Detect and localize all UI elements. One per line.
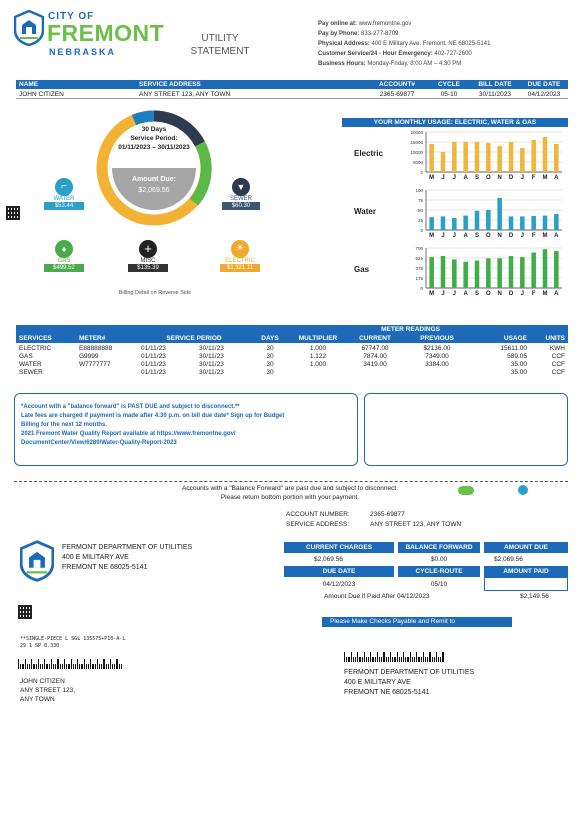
barcode-bar xyxy=(103,659,104,669)
chart-title: Gas xyxy=(354,265,370,274)
bar-electric xyxy=(520,148,525,172)
barcode-bar xyxy=(394,657,395,662)
meter-cell: 30 xyxy=(266,360,274,368)
statement-title xyxy=(180,32,260,58)
barcode-bar xyxy=(71,659,72,669)
barcode-bar xyxy=(425,657,426,662)
barcode-bar xyxy=(116,659,117,669)
bar-water xyxy=(429,217,434,230)
barcode-bar xyxy=(25,659,26,669)
barcode-bar xyxy=(110,659,111,669)
meter-cell: 30 xyxy=(266,344,274,352)
barcode-bar xyxy=(114,664,115,669)
barcode-bar xyxy=(412,657,413,662)
bar-electric xyxy=(486,143,491,172)
meter-col-header: SERVICE PERIOD xyxy=(166,335,222,342)
meter-row xyxy=(16,368,568,376)
x-tick-label: J xyxy=(441,175,445,181)
x-tick-label: F xyxy=(531,291,536,297)
contact-line: Pay online at: www.fremontne.gov xyxy=(318,21,412,27)
postal-barcode xyxy=(344,652,444,662)
title-line2: STATEMENT xyxy=(190,46,250,57)
plus-icon: + xyxy=(139,240,157,258)
barcode-bar xyxy=(399,657,400,662)
qr-code-icon xyxy=(6,206,20,220)
barcode-bar xyxy=(383,652,384,662)
barcode-bar xyxy=(418,657,419,662)
donut-center-text: 30 Days Service Period: 01/11/2023 – 30/11/2023 xyxy=(118,126,190,151)
y-tick-label: 5000 xyxy=(412,160,423,165)
bar-gas xyxy=(497,258,502,288)
meter-cell: 1.000 xyxy=(309,344,327,352)
barcode-bar xyxy=(119,664,120,669)
bar-electric xyxy=(441,152,446,172)
barcode-bar xyxy=(20,664,21,669)
meter-col-header: PREVIOUS xyxy=(420,335,454,342)
logo-city-of: CITY OF xyxy=(48,11,95,22)
y-tick-label: 0 xyxy=(420,170,423,175)
barcode-bar xyxy=(84,659,85,669)
shield-logo-icon xyxy=(14,10,44,46)
meter-cell: 15611.00 xyxy=(500,344,527,352)
meter-title: METER READINGS xyxy=(381,326,440,333)
x-tick-label: J xyxy=(441,233,445,239)
service-misc: + MISC $135.39 xyxy=(128,240,168,272)
meter-cell: 01/11/23 xyxy=(141,360,166,368)
barcode-bar xyxy=(390,652,391,662)
meter-cell: 7874.00 xyxy=(363,352,387,360)
y-tick-label: 375 xyxy=(415,266,423,271)
barcode-bar xyxy=(410,652,411,662)
x-tick-label: O xyxy=(485,291,491,297)
x-tick-label: N xyxy=(497,291,502,297)
y-tick-label: 525 xyxy=(415,256,423,261)
faucet-icon: ⌐ xyxy=(55,178,73,196)
bar-water xyxy=(452,218,457,230)
x-tick-label: S xyxy=(474,233,480,239)
dept-address: FERMONT DEPARTMENT OF UTILITIES 400 E MILITARY AVE FREMONT NE 68025-5141 xyxy=(62,544,193,571)
barcode-bar xyxy=(112,664,113,669)
meter-cell: 1.122 xyxy=(309,352,327,360)
barcode-bar xyxy=(55,664,56,669)
barcode-bar xyxy=(86,664,87,669)
service-sewer: ▼ SEWER $60.30 xyxy=(222,178,260,210)
bar-gas xyxy=(520,257,525,288)
meter-cell: ELECTRIC xyxy=(19,344,52,352)
x-tick-label: N xyxy=(497,175,502,181)
x-tick-label: N xyxy=(497,233,502,239)
account-row: JOHN CITIZEN ANY STREET 123, ANY TOWN 2365-69877 05-10 30/11/2023 04/12/2023 xyxy=(16,90,568,99)
bar-gas xyxy=(475,261,480,288)
barcode-bar xyxy=(377,652,378,662)
stub-account: ACCOUNT NUMBER: 2365-69877 SERVICE ADDRESS: ANY STREET 123, ANY TOWN xyxy=(286,511,462,528)
barcode-bar xyxy=(436,652,437,662)
y-tick-label: 15000 xyxy=(410,140,423,145)
meter-cell: 7349.00 xyxy=(425,352,449,360)
barcode-bar xyxy=(40,664,41,669)
barcode-bar xyxy=(108,664,109,669)
x-tick-label: D xyxy=(508,233,514,239)
meter-col-header: USAGE xyxy=(503,335,527,342)
barcode-bar xyxy=(375,657,376,662)
barcode-bar xyxy=(79,664,80,669)
x-tick-label: J xyxy=(441,291,445,297)
meter-cell: W7777777 xyxy=(79,360,111,368)
x-tick-label: A xyxy=(554,291,559,297)
x-tick-label: J xyxy=(520,175,525,181)
barcode-bar xyxy=(68,664,69,669)
barcode-bar xyxy=(423,652,424,662)
x-tick-label: J xyxy=(452,291,457,297)
donut-amount: Amount Due: $2,069.56 xyxy=(132,176,176,194)
meter-cell: 01/11/23 xyxy=(141,368,166,376)
bar-water xyxy=(543,216,548,230)
barcode-bar xyxy=(95,664,96,669)
sewer-drop-icon: ▼ xyxy=(232,178,250,196)
qr-code-icon xyxy=(18,605,32,619)
meter-cell: WATER xyxy=(19,360,42,368)
barcode-bar xyxy=(64,659,65,669)
barcode-bar xyxy=(73,664,74,669)
meter-cell: SEWER xyxy=(19,368,43,376)
barcode-bar xyxy=(388,657,389,662)
meter-cell: 3384.00 xyxy=(425,360,449,368)
x-tick-label: J xyxy=(452,175,457,181)
x-tick-label: A xyxy=(554,175,559,181)
barcode-bar xyxy=(379,657,380,662)
customer-address: JOHN CITIZEN ANY STREET 123, ANY TOWN xyxy=(20,678,76,703)
bar-gas xyxy=(531,253,536,288)
x-tick-label: A xyxy=(463,291,468,297)
barcode-bar xyxy=(99,664,100,669)
barcode-bar xyxy=(355,657,356,662)
meter-col-header: METER# xyxy=(79,335,106,342)
shield-logo-icon xyxy=(20,540,54,582)
bar-gas xyxy=(543,249,548,288)
donut-seg-blue xyxy=(134,116,154,120)
meter-cell: 30/11/23 xyxy=(199,360,224,368)
bar-water xyxy=(486,210,491,230)
blank-box xyxy=(364,393,568,466)
bar-electric xyxy=(554,144,559,172)
bar-water xyxy=(475,211,480,230)
meter-header xyxy=(16,325,568,343)
usage-title: YOUR MONTHLY USAGE: ELECTRIC, WATER & GAS xyxy=(342,118,568,127)
contact-line: Business Hours: Monday-Friday, 8:00 AM – 4:30 PM xyxy=(318,61,462,67)
barcode-bar xyxy=(31,659,32,669)
barcode-bar xyxy=(77,659,78,669)
barcode-bar xyxy=(351,652,352,662)
y-tick-label: 20000 xyxy=(410,130,423,135)
meter-cell: CCF xyxy=(551,360,565,368)
meter-cell: 35.00 xyxy=(510,360,527,368)
bar-gas xyxy=(486,258,491,288)
meter-cell: 30 xyxy=(266,352,274,360)
meter-cell: CCF xyxy=(551,368,565,376)
meter-cell: 30/11/23 xyxy=(199,352,224,360)
x-tick-label: O xyxy=(485,175,491,181)
bar-gas xyxy=(441,256,446,288)
meter-row xyxy=(16,352,568,360)
barcode-bar xyxy=(368,657,369,662)
meter-row xyxy=(16,360,568,368)
x-tick-label: M xyxy=(429,291,435,297)
x-tick-label: A xyxy=(463,233,468,239)
bar-water xyxy=(509,216,514,230)
barcode-bar xyxy=(359,657,360,662)
y-tick-label: 700 xyxy=(415,246,423,251)
bar-water xyxy=(497,198,502,230)
meter-cell: 01/11/23 xyxy=(141,344,166,352)
bar-water xyxy=(463,216,468,230)
bar-water xyxy=(520,216,525,230)
meter-col-header: UNITS xyxy=(545,335,565,342)
meter-cell: 589.05 xyxy=(507,352,527,360)
meter-col-header: MULTIPLIER xyxy=(298,335,338,342)
meter-row xyxy=(16,344,568,352)
barcode-bar xyxy=(75,664,76,669)
checks-payable-bar: Please Make Checks Payable and Remit to xyxy=(322,617,512,627)
meter-cell: 30/11/23 xyxy=(199,344,224,352)
y-tick-label: 50 xyxy=(417,208,423,213)
barcode-bar xyxy=(366,657,367,662)
barcode-bar xyxy=(421,657,422,662)
barcode-bar xyxy=(357,652,358,662)
contact-info xyxy=(318,19,490,69)
meter-cell: 30/11/23 xyxy=(199,368,224,376)
barcode-bar xyxy=(346,657,347,662)
barcode-bar xyxy=(438,657,439,662)
barcode-bar xyxy=(427,657,428,662)
bar-water xyxy=(554,214,559,230)
meter-cell: 67747.00 xyxy=(361,344,389,352)
barcode-bar xyxy=(372,657,373,662)
y-tick-label: 100 xyxy=(415,188,423,193)
service-water: ⌐ WATER $53.44 xyxy=(44,178,84,210)
meter-rows xyxy=(16,344,568,376)
meter-cell: 01/11/23 xyxy=(141,352,166,360)
barcode-bar xyxy=(36,664,37,669)
contact-line: Physical Address: 400 E Military Ave. Fremont, NE 68025-5141 xyxy=(318,41,491,47)
barcode-bar xyxy=(106,664,107,669)
postal-barcode xyxy=(18,659,122,669)
barcode-bar xyxy=(397,652,398,662)
barcode-bar xyxy=(53,664,54,669)
barcode-bar xyxy=(33,664,34,669)
bar-gas xyxy=(463,262,468,288)
barcode-bar xyxy=(348,657,349,662)
x-tick-label: O xyxy=(485,233,491,239)
y-tick-label: 75 xyxy=(417,198,423,203)
paperless-icon xyxy=(518,485,528,495)
service-electric: ☀ ELECTRIC $1,321.11 xyxy=(220,240,260,272)
y-tick-label: 0 xyxy=(420,228,423,233)
barcode-bar xyxy=(344,652,345,662)
x-tick-label: M xyxy=(542,291,548,297)
barcode-bar xyxy=(416,652,417,662)
x-tick-label: J xyxy=(520,291,525,297)
barcode-bar xyxy=(370,652,371,662)
barcode-bar xyxy=(442,652,443,662)
barcode-bar xyxy=(88,664,89,669)
bar-electric xyxy=(429,144,434,172)
meter-cell: 35.00 xyxy=(510,368,527,376)
barcode-bar xyxy=(440,657,441,662)
barcode-bar xyxy=(381,657,382,662)
meter-cell: 1.000 xyxy=(309,360,327,368)
barcode-bar xyxy=(62,664,63,669)
x-tick-label: S xyxy=(474,175,480,181)
barcode-bar xyxy=(42,664,43,669)
barcode-bar xyxy=(29,664,30,669)
chart-title: Electric xyxy=(354,149,383,158)
bar-electric xyxy=(452,142,457,172)
meter-columns xyxy=(16,334,568,343)
meter-col-header: SERVICES xyxy=(19,335,52,342)
pay-online-link[interactable]: www.fremontne.gov xyxy=(358,21,412,27)
account-header: NAME SERVICE ADDRESS ACCOUNT# CYCLE BILL DATE DUE DATE xyxy=(16,80,568,89)
barcode-bar xyxy=(353,657,354,662)
barcode-bar xyxy=(121,664,122,669)
tear-note: Accounts with a "Balance Forward" are past due and subject to disconnect. Please return bottom portion with your payment. xyxy=(182,485,398,501)
barcode-bar xyxy=(97,659,98,669)
remit-address: FERMONT DEPARTMENT OF UTILITIES 400 E MILITARY AVE FREMONT NE 68025-5141 xyxy=(344,669,475,696)
x-tick-label: D xyxy=(508,291,514,297)
barcode-bar xyxy=(51,659,52,669)
x-tick-label: M xyxy=(429,175,435,181)
bar-gas xyxy=(509,256,514,288)
x-tick-label: F xyxy=(531,233,536,239)
bar-electric xyxy=(475,142,480,172)
barcode-bar xyxy=(66,664,67,669)
x-tick-label: J xyxy=(520,233,525,239)
meter-cell: 30 xyxy=(266,368,274,376)
barcode-bar xyxy=(81,664,82,669)
barcode-bar xyxy=(57,659,58,669)
meter-cell: GAS xyxy=(19,352,33,360)
barcode-bar xyxy=(386,657,387,662)
y-tick-label: 0 xyxy=(420,286,423,291)
bar-water xyxy=(531,216,536,230)
payment-grid: CURRENT CHARGES BALANCE FORWARD AMOUNT DUE $2,069.56 $0.00 $2,069.56 DUE DATE CYCLE-ROUTE AMOUNT PAID 04/12/2023 05/10 Amount Due if Paid After 04/12/2023 $2,149.56 xyxy=(284,542,568,602)
meter-col-header: CURRENT xyxy=(359,335,391,342)
lightbulb-icon: ☀ xyxy=(231,240,249,258)
barcode-bar xyxy=(27,664,28,669)
x-tick-label: A xyxy=(554,233,559,239)
x-tick-label: F xyxy=(531,175,536,181)
x-tick-label: J xyxy=(452,233,457,239)
meter-cell: KWH xyxy=(549,344,565,352)
barcode-bar xyxy=(90,659,91,669)
barcode-bar xyxy=(364,652,365,662)
bar-gas xyxy=(452,259,457,288)
bar-electric xyxy=(509,142,514,172)
x-tick-label: M xyxy=(542,175,548,181)
x-tick-label: A xyxy=(463,175,468,181)
meter-col-header: DAYS xyxy=(261,335,279,342)
meter-cell: 3419.00 xyxy=(363,360,387,368)
bar-gas xyxy=(554,251,559,288)
barcode-bar xyxy=(392,657,393,662)
usage-charts xyxy=(340,128,570,300)
flame-icon: ♦ xyxy=(55,240,73,258)
meter-cell: CCF xyxy=(551,352,565,360)
billing-note: Billing Detail on Reverse Side xyxy=(118,290,192,296)
barcode-bar xyxy=(407,657,408,662)
barcode-bar xyxy=(362,657,363,662)
city-logo xyxy=(14,10,165,60)
barcode-bar xyxy=(46,664,47,669)
bar-electric xyxy=(497,146,502,172)
bar-gas xyxy=(429,257,434,288)
barcode-bar xyxy=(434,657,435,662)
bar-electric xyxy=(463,142,468,172)
y-tick-label: 25 xyxy=(417,218,423,223)
amount-paid-field[interactable] xyxy=(484,577,568,591)
contact-line: Customer Service/24 - Hour Emergency: 402-727-2600 xyxy=(318,51,472,57)
meter-cell: E88888888 xyxy=(79,344,113,352)
go-green-icon xyxy=(458,486,474,495)
x-tick-label: M xyxy=(429,233,435,239)
logo-nebraska: NEBRASKA xyxy=(49,47,117,57)
bar-electric xyxy=(543,137,548,172)
y-tick-label: 175 xyxy=(415,276,423,281)
barcode-bar xyxy=(429,652,430,662)
title-line1: UTILITY xyxy=(201,33,239,44)
contact-line: Pay by Phone: 833-277-8709 xyxy=(318,31,399,37)
meter-cell: $2136.00 xyxy=(423,344,451,352)
barcode-bar xyxy=(401,657,402,662)
mail-code: **SINGLE-PIECE L SGL 135575+P10-A-L 29 1 SP 0.330 xyxy=(20,636,126,649)
barcode-bar xyxy=(49,664,50,669)
bar-water xyxy=(441,216,446,230)
service-gas: ♦ GAS $499.52 xyxy=(44,240,84,272)
barcode-bar xyxy=(38,659,39,669)
barcode-bar xyxy=(22,664,23,669)
x-tick-label: M xyxy=(542,233,548,239)
logo-fremont: FREMONT xyxy=(47,20,165,46)
notice-box: *Account with a "balance forward" is PAST DUE and subject to disconnect.** Late fees are charged if payment is made after 4:30 p.m. on bill due date* Sign up for Budget Billing for the next 12 months. 2021 Fremont Water Quality Report available at https://www.fremontne.gov/ DocumentCenter/View/6289/Water-Quality-Report-2023 xyxy=(14,393,358,466)
y-tick-label: 10000 xyxy=(410,150,423,155)
x-tick-label: S xyxy=(474,291,480,297)
barcode-bar xyxy=(403,652,404,662)
barcode-bar xyxy=(60,664,61,669)
barcode-bar xyxy=(92,664,93,669)
barcode-bar xyxy=(18,659,19,669)
barcode-bar xyxy=(44,659,45,669)
chart-title: Water xyxy=(354,207,376,216)
barcode-bar xyxy=(414,657,415,662)
barcode-bar xyxy=(101,664,102,669)
barcode-bar xyxy=(405,657,406,662)
bar-electric xyxy=(531,140,536,172)
meter-cell: G9999 xyxy=(79,352,99,360)
x-tick-label: D xyxy=(508,175,514,181)
barcode-bar xyxy=(432,657,433,662)
tear-line xyxy=(14,481,568,482)
